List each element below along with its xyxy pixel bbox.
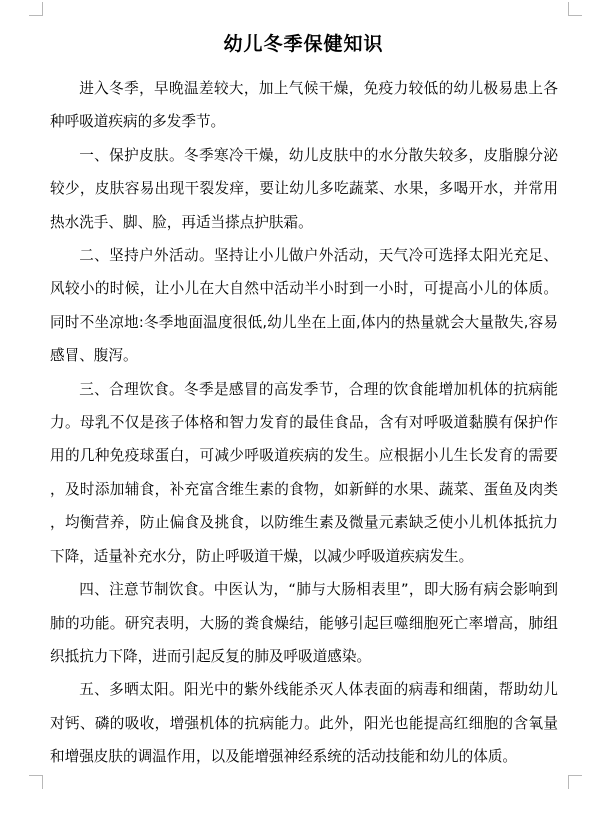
crop-mark-bottom-right [568, 775, 582, 789]
paragraph-protect-skin: 一、保护皮肤。冬季寒冷干燥，幼儿皮肤中的水分散失较多，皮脂腺分泌较少，皮肤容易出现干裂发痒，要让幼儿多吃蔬菜、水果，多喝开水，并常用热水洗手、脚、脸，再适当搽点护肤霜。 [50, 146, 558, 231]
document-body [50, 72, 558, 774]
crop-mark-bottom-left [29, 775, 43, 789]
crop-mark-top-right [568, 2, 582, 16]
paragraph-intro: 进入冬季，早晚温差较大，加上气候干燥，免疫力较低的幼儿极易患上各种呼吸道疾病的多发季节。 [50, 80, 558, 131]
paragraph-outdoor-activity: 二、坚持户外活动。坚持让小儿做户外活动，天气冷可选择太阳光充足、风较小的时候，让小儿在大自然中活动半小时到一小时，可提高小儿的体质。同时不坐凉地:冬季地面温度很低,幼儿坐在上面,体内的热量就会大量散失,容易感冒、腹泻。 [50, 247, 558, 365]
paragraph-moderate-eating: 四、注意节制饮食。中医认为，“肺与大肠相表里”，即大肠有病会影响到肺的功能。研究表明，大肠的粪食燥结，能够引起巨噬细胞死亡率增高，肺组织抵抗力下降，进而引起反复的肺及呼吸道感染。 [50, 581, 558, 665]
crop-mark-top-left [29, 2, 43, 16]
paragraph-sunbathing: 五、多晒太阳。阳光中的紫外线能杀灭人体表面的病毒和细菌，帮助幼儿对钙、磷的吸收，增强机体的抗病能力。此外，阳光也能提高红细胞的含氧量和增强皮肤的调温作用，以及能增强神经系统的活动技能和幼儿的体质。 [50, 681, 558, 766]
document-title: 幼儿冬季保健知识 [223, 33, 384, 55]
paragraph-reasonable-diet: 三、合理饮食。冬季是感冒的高发季节，合理的饮食能增加机体的抗病能力。母乳不仅是孩子体格和智力发育的最佳食品，含有对呼吸道黏膜有保护作用的几种免疫球蛋白，可减少呼吸道疾病的发生。应根据小儿生长发育的需要，及时添加辅食，补充富含维生素的食物，如新鲜的水果、蔬菜、蛋鱼及肉类，均衡营养，防止偏食及挑食，以防维生素及微量元素缺乏使小儿机体抵抗力下降，适量补充水分，防止呼吸道干燥，以减少呼吸道疾病发生。 [50, 380, 558, 565]
